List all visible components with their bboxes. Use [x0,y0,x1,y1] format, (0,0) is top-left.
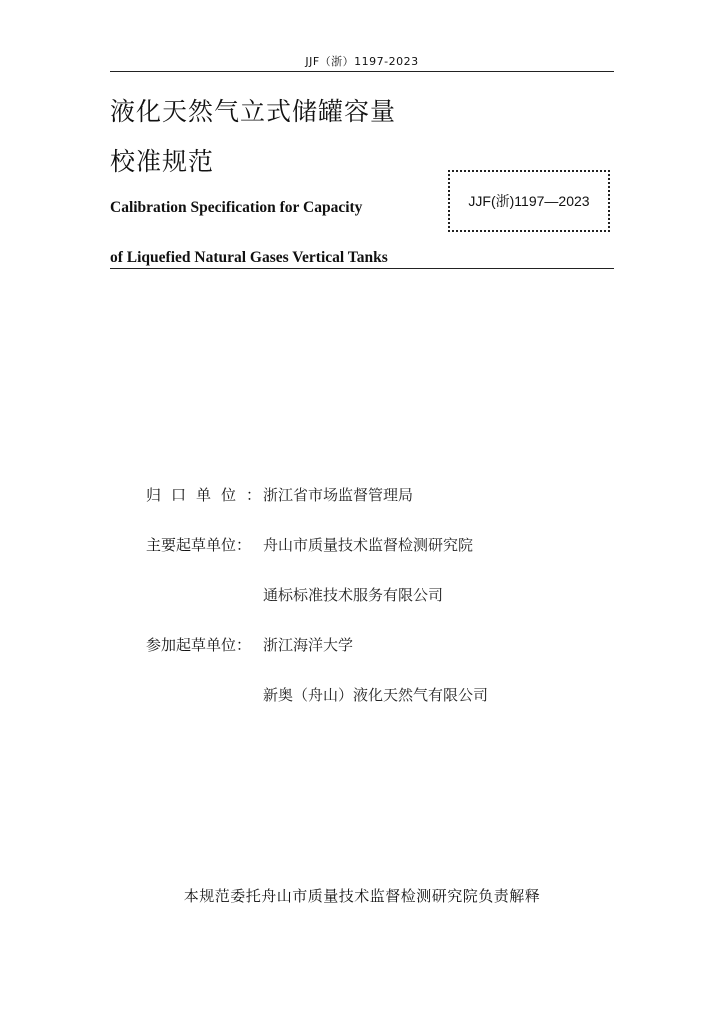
responsible-unit-label: 归口单位： [146,486,272,504]
specification-code-box [448,170,610,232]
chinese-title-line-1: 液化天然气立式储罐容量 [110,97,397,126]
specification-code: JJF(浙)1197—2023 [468,193,590,209]
title-rule [110,268,614,269]
main-drafter-value-1: 舟山市质量技术监督检测研究院 [263,536,474,554]
main-drafter-value-2: 通标标准技术服务有限公司 [263,586,444,604]
document-code-header: JJF（浙）1197-2023 [305,55,419,68]
participant-drafter-value-1: 浙江海洋大学 [263,636,354,654]
english-title-line-1: Calibration Specification for Capacity [110,199,363,216]
english-title-line-2: of Liquefied Natural Gases Vertical Tanks [110,249,388,266]
main-drafter-label: 主要起草单位： [146,536,252,554]
interpretation-note: 本规范委托舟山市质量技术监督检测研究院负责解释 [183,887,541,905]
participant-drafter-label: 参加起草单位： [146,636,252,654]
responsible-unit-value: 浙江省市场监督管理局 [263,486,414,504]
chinese-title-line-2: 校准规范 [110,147,215,176]
participant-drafter-value-2: 新奥（舟山）液化天然气有限公司 [263,686,489,704]
header-rule [110,71,614,72]
